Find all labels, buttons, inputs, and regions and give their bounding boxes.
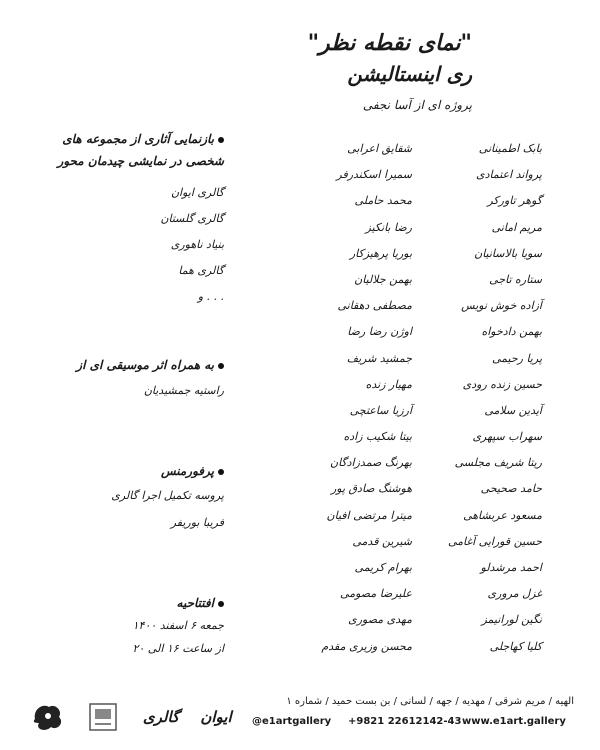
artist-name: هوشنگ صادق پور (330, 482, 412, 496)
artists-column-2 (292, 136, 412, 660)
artist-name: محمد حاملی (354, 194, 412, 208)
gallery-phone[interactable]: +9821 22612142-43 (348, 716, 462, 727)
opening-heading: افتتاحیه (14, 592, 224, 614)
music-artist: راستیه جمشیدیان (143, 384, 224, 397)
artist-name: کلیا کهاجلی (489, 639, 542, 653)
gallery-address: الهیه / مریم شرقی / مهدیه / جهه / لسانی / بن بست حمید / شماره ۱ (286, 696, 574, 707)
sponsor-logo-text-2: ایوان (200, 708, 232, 726)
performance-section (14, 460, 224, 536)
artist-name: سهراب سپهری (472, 430, 542, 444)
works-item: و . . . (197, 290, 224, 303)
artist-name: اوژن رضا رضا (347, 325, 412, 339)
artist-name: شقایق اعرابی (347, 142, 412, 155)
works-section (14, 128, 224, 310)
works-item: بنیاد ناهوری (170, 238, 224, 251)
gallery-website[interactable]: www.e1art.gallery (462, 716, 566, 727)
gallery-instagram[interactable]: @e1artgallery (252, 716, 332, 727)
artist-name: حسین زنده رودی (462, 377, 542, 391)
works-heading-line-2: شخصی در نمایشی چیدمان محور (57, 154, 224, 168)
artist-name: رضا بانکیز (365, 220, 412, 234)
artist-name: محسن وزیری مقدم (321, 639, 412, 653)
artist-name: ستاره تاجی (489, 272, 542, 286)
bullet-icon (218, 363, 224, 369)
artist-name: احمد مرشدلو (480, 561, 542, 574)
artist-name: بابک اطمینانی (478, 142, 542, 155)
artist-name: بهرنگ صمدزادگان (329, 456, 412, 470)
artist-name: حسین قورایی آغامی (447, 534, 542, 548)
artist-name: پریا رحیمی (492, 351, 542, 365)
artist-name: سمیرا اسکندرفر (336, 168, 412, 182)
exhibition-tagline: پروژه ای از آسا نجفی (362, 98, 472, 112)
artist-name: شیرین قدمی (352, 534, 412, 548)
artist-name: مهیار زنده (365, 377, 412, 391)
artist-name: آزاده خوش نویس (461, 299, 542, 313)
sponsor-logo-mark (30, 696, 66, 738)
artist-name: گوهر تاورکر (487, 194, 542, 208)
opening-section (14, 592, 224, 660)
performance-artist: فریبا بوریفر (170, 516, 224, 529)
exhibition-title: "نمای نقطه نظر" (307, 30, 472, 56)
works-item: گالری گلستان (160, 212, 224, 225)
artist-name: بیتا شکیب زاده (343, 430, 412, 444)
artist-name: حامد صحیحی (480, 482, 542, 496)
artist-name: آیدین سلامی (484, 403, 542, 417)
artist-name: مریم امانی (491, 220, 542, 234)
opening-time: از ساعت ۱۶ الی ۲۰ (132, 642, 224, 655)
artist-name: مصطفی دهقانی (337, 299, 412, 313)
sponsor-logo-text-1: گالری (142, 708, 180, 726)
performance-line: پروسه تکمیل اجرا گالری (111, 489, 224, 502)
artist-name: میترا مرتضی افیان (326, 508, 412, 522)
artists-column-1 (432, 136, 542, 660)
box-logo-icon (88, 702, 118, 732)
artist-name: بهرام کریمی (354, 561, 412, 574)
artist-name: آرزیا ساعتچی (349, 403, 412, 417)
artist-name: پرواند اعتمادی (476, 168, 542, 182)
artist-name: بوریا پرهیزکار (349, 246, 412, 260)
artist-name: بهمن جلالیان (354, 272, 412, 286)
bullet-icon (218, 137, 224, 143)
artist-name: نگین لورانیمز (481, 613, 542, 627)
music-heading: به همراه اثر موسیقی ای از (14, 354, 224, 376)
bullet-icon (218, 469, 224, 475)
performance-heading: پرفورمنس (14, 460, 224, 482)
music-section (14, 354, 224, 406)
opening-date: جمعه ۶ اسفند ۱۴۰۰ (132, 619, 224, 632)
bullet-icon (218, 601, 224, 607)
works-item: گالری ایوان (170, 186, 224, 199)
exhibition-subtitle: ری اینستالیشن (347, 62, 472, 86)
splash-logo-icon (31, 701, 65, 733)
artist-name: جمشید شریف (346, 351, 412, 365)
sponsor-logo-box (86, 696, 120, 738)
artist-name: مهدی مصوری (348, 613, 412, 627)
artist-name: ریتا شریف مجلسی (454, 456, 542, 470)
artist-name: مسعود عربشاهی (463, 508, 542, 522)
artist-name: علیرضا مصومی (340, 587, 412, 601)
artist-name: غزل مروری (487, 587, 542, 601)
works-heading-line-1: بازنمایی آثاری از مجموعه های (14, 128, 224, 150)
artist-name: سویا بالاسانیان (474, 246, 542, 260)
works-item: گالری هما (178, 264, 224, 277)
artist-name: بهمن دادخواه (481, 325, 542, 339)
